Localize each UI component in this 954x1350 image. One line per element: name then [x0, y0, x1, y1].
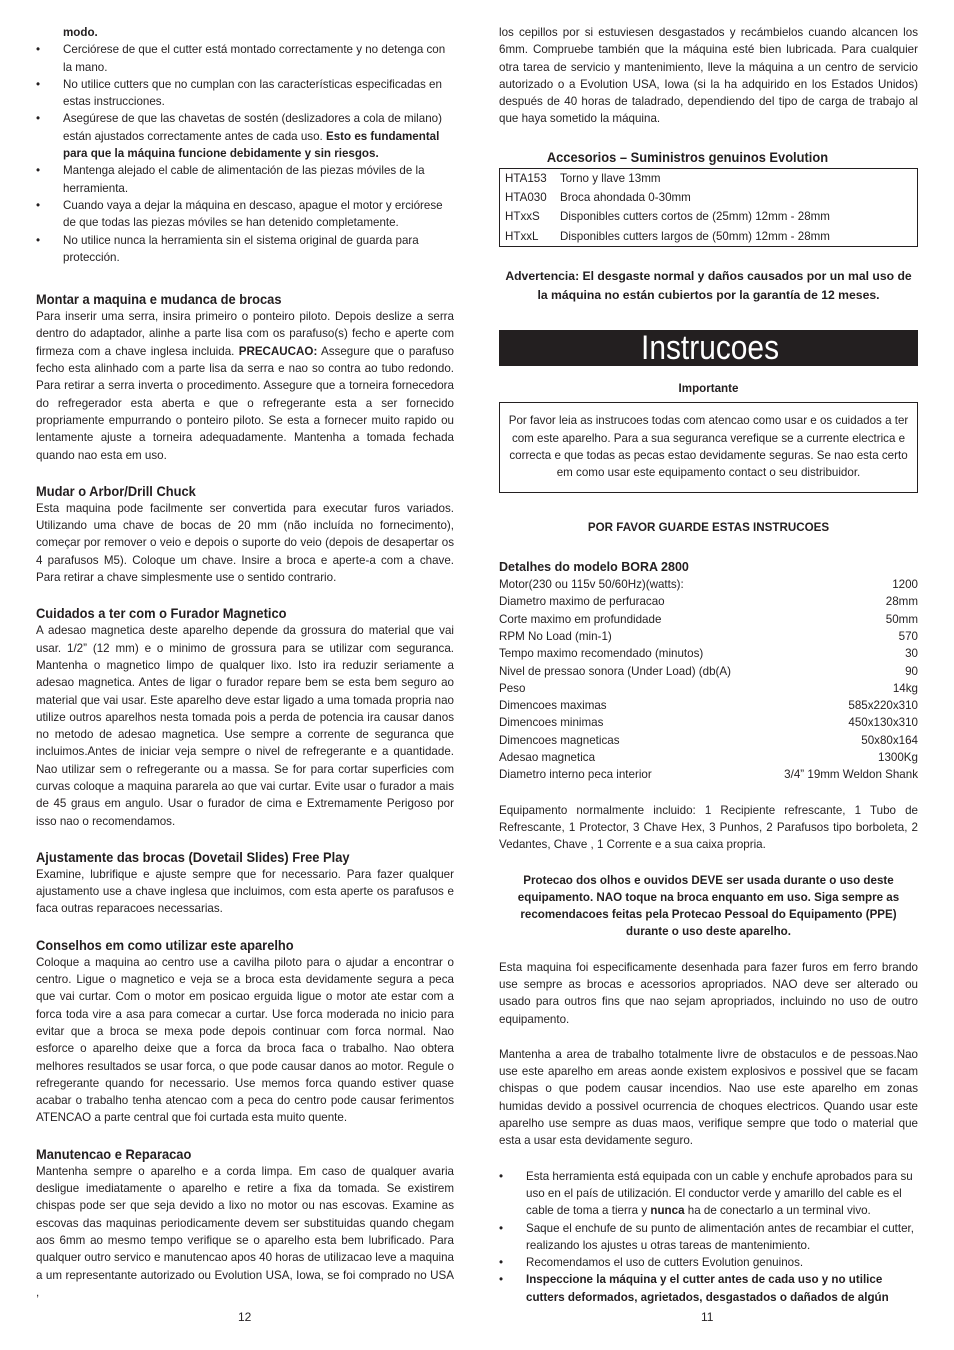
bullet-text: Cuando vaya a dejar la máquina en descaso, apague el motor y erciórese de que todas las piezas móviles se han detenido completamente.: [63, 198, 443, 230]
section-heading: Conselhos em como utilizar este aparelho: [36, 936, 294, 953]
safety-bullet-list: [499, 1168, 918, 1306]
section-body: Esta maquina pode facilmente ser convertida para executar furos variados. Utilizando uma chave de bocas de 20 mm (não incluída no fornecimento), começar por remover o veio e depois o suporte do veio (depois de desapertar os 4 parafusos M5). Coloque um chave. Insire a broca e aperte-a com a chave. Para retirar a chave simplesmente use o sentido contrario.: [36, 501, 454, 585]
spec-row: Adesao magnetica 1300Kg: [499, 751, 918, 765]
bullet-text: Cerciórese de que el cutter está montado correctamente y no detenga con la mano.: [63, 43, 446, 74]
spec-row: Diametro interno peca interior 3/4” 19mm Weldon Shank: [499, 768, 918, 782]
important-label: Importante: [678, 381, 739, 395]
accessory-description: Broca ahondada 0-30mm: [560, 191, 691, 205]
section-heading: Cuidados a ter com o Furador Magnetico: [36, 605, 287, 622]
equipment-included: Equipamento normalmente incluido: 1 Recipiente refrescante, 1 Tubo de Refrescante, 1 Protector, 3 Chave Hex, 3 Punhos, 2 Parafusos tipo borboleta, 2 Vedantes, Chave , 1 Corrente e a sua caixa propria.: [499, 803, 918, 852]
list-item: [36, 232, 454, 267]
spec-row: Corte maximo em profundidade 50mm: [499, 612, 918, 626]
page-number-right: 11: [701, 1310, 714, 1324]
list-item: [36, 41, 454, 76]
accessory-description: Torno y llave 13mm: [560, 171, 661, 185]
bullet-text: No utilice cutters que no cumplan con las características especificadas en estas instrucciones.: [63, 77, 442, 109]
important-notice-text: Por favor leia as instrucoes todas com atencao como usar e os cuidados a ter com este aparelho. Para a sua seguranca verefique se a currente electrica e correcta e que todas as pecas estao devidamente seguras. Se nao esta certo em como usar este equipamento contact o seu distribuidor.: [508, 414, 909, 480]
section-body: Examine, lubrifique e ajuste sempre que for necessario. Para fazer qualquer ajustamento use a chave inglesa que incluimos, com esta aperte os parafusos e faca outras reparacoes necessarias.: [36, 867, 454, 916]
design-paragraph: Esta maquina foi especificamente desenhada para fazer furos em ferro brando use sempre as brocas e acessorios apropriados. NAO deve ser alterado ou usado para outros fins que nao sejam apropriados, incluindo no uso de outro equipamento.: [499, 960, 918, 1026]
spec-row: Dimencoes magneticas 50x80x164: [499, 733, 918, 747]
list-item: [36, 197, 454, 232]
spec-row: Peso 14kg: [499, 681, 918, 695]
work-area-paragraph: Mantenha a area de trabalho totalmente livre de obstaculos e de pessoas.Nao use este aparelho em areas aonde existem explosivos e possivel que se facam chispas o que podem causar incendios. Nao use este aparelho em zonas humidas devido a possivel ocurrencia de choques electricos. Quando usar este aparelho use sempre as duas maos, verifique sempre que todo o material que esta a usar esta devidamente seguro.: [499, 1047, 918, 1148]
table-row: [500, 168, 918, 188]
spec-list: [499, 576, 918, 784]
spec-row: Tempo maximo recomendado (minutos) 30: [499, 647, 918, 661]
section-body: Para inserir uma serra, insira primeiro o ponteiro piloto. Depois deslize a serra dentro do adaptador, alinhe a parte lisa com os parafuso(s) fecho e aperte com firmeza com a chave inglesa incluida. PRECAUCAO: Assegure que o parafuso fecho esta alinhado com a parte lisa da serra e nao so contra ao tubo redondo. Para retirar a serra inverta o procedimento. Assegure que a torneira fornecedora do refregerador esta aberta e que o refregerante esta a ser fornecido propriamente empurrando o ponteiro piloto. Se esta a fornecer muito rapido ou lentamente ajuste a torneira adequadamente. Mantenha a tomada fechada quando nao esta em uso.: [36, 310, 454, 462]
instructions-banner: [499, 330, 918, 366]
accessories-table: [499, 168, 918, 247]
accessory-code: HTA153: [505, 171, 547, 185]
important-notice-box: [499, 402, 918, 493]
list-item: • Saque el enchufe de su punto de alimentación antes de recambiar el cutter, realizando los ajustes u otras tareas de mantenimiento.: [499, 1220, 918, 1255]
bullet-text: Asegúrese de que las chavetas de sostén (deslizadores a cola de milano) están ajustados correctamente antes de cada uso.: [63, 112, 442, 143]
intro-bullet-list: [36, 41, 454, 266]
list-item: [36, 110, 454, 162]
accessory-description: Disponibles cutters largos de (50mm) 12mm - 28mm: [560, 229, 830, 243]
section-heading: Mudar o Arbor/Drill Chuck: [36, 482, 196, 499]
bullet-text: No utilice nunca la herramienta sin el sistema original de guarda para protección.: [63, 233, 419, 264]
left-column: [36, 24, 454, 1301]
warranty-warning: Advertencia: El desgaste normal y daños causados por un mal uso de la máquina no están cubiertos por la garantía de 12 meses.: [505, 268, 912, 302]
list-item: • Inspeccione la máquina y el cutter antes de cada uso y no utilice cutters deformados, agrietados, desgastados o dañados de algún: [499, 1271, 918, 1306]
accessory-code: HTA030: [505, 191, 547, 205]
section-body: Coloque a maquina ao centro use a cavilha piloto para o ajudar a encontrar o centro. Ligue o magnetico e veja se a broca esta devidamente segura a peca que vai curtar. Com o motor em posicao erguida ligue o motor ate estar com a forca toda vire a asa para comecar a curtar. Use forca moderada no inicio para evitar que a broca se mexa pode depois continuar com forca normal. Nao esforce o aparelho deixe que a forca da broca faca o trabalho. Nao obtera melhores resultados se usar forca, o que pode causar danos ao motor. Regule o refregerante quando for necessario. Use memos forca quando estiver quase acabar o trabalho tenha atencao com a peca do centro pode causar ferimentos ATENCAO a parte central que foi curtada esta muito quente.: [36, 955, 454, 1125]
accessory-description: Disponibles cutters cortos de (25mm) 12mm - 28mm: [560, 210, 830, 224]
ppe-warning: Protecao dos olhos e ouvidos DEVE ser usada durante o uso deste equipamento. NAO toque na broca enquanto em uso. Siga sempre as recomendacoes feitas pela Protecao Pessoal do Equipamento (PPE) durante o uso deste aparelho.: [517, 873, 900, 939]
list-item: [36, 162, 454, 197]
table-row: [500, 207, 918, 226]
section-heading: Ajustamente das brocas (Dovetail Slides) Free Play: [36, 848, 350, 865]
section-heading: Montar a maquina e mudanca de brocas: [36, 291, 282, 308]
table-row: [500, 227, 918, 247]
list-item: • Recomendamos el uso de cutters Evolution genuinos.: [499, 1254, 918, 1271]
section-body: Mantenha sempre o aparelho e a corda limpa. Em caso de qualquer avaria desligue imediatamente o aparelho e retire a fixa da tomada. Se existirem chispas pode ser que seja devido a lixo no motor ou nas escovas. Examine as escovas das maquinas periodicamente devem ser substituidas quando chegam aos 6mm ao mesmo tempo verifique se o aparelho esta bem lubrificado. Para qualquer outro servico e manutencao apos 40 horas de utilizacao leve a maquina a um representante autorizado ou Evolution USA, Iowa, se foi comprado no USA ,: [36, 1164, 454, 1299]
spec-row: Dimencoes maximas 585x220x310: [499, 699, 918, 713]
spec-row: Dimencoes minimas 450x130x310: [499, 716, 918, 730]
accessories-heading: Accesorios – Suministros genuinos Evolution: [546, 148, 829, 165]
spec-row: Nivel de pressao sonora (Under Load) (db(A) 90: [499, 664, 918, 678]
intro-word: modo.: [63, 26, 98, 39]
right-column: [499, 24, 918, 1306]
page-number-left: 12: [238, 1310, 252, 1324]
section-heading: Manutencao e Reparacao: [36, 1145, 192, 1162]
section-body: A adesao magnetica deste aparelho depende da grossura do material que vai usar. 1/2” (12 mm) e o minimo de grossura para se utilizar com seguranca. Mantenha o magnetico limpo de qualquer lixo. Isto ira reduzir seriamente a adesao magnetica. Antes de ligar o furador repare bem se esta bem seguro ao material que vai usar. Este aparelho deve estar ligado a uma tomada propria nao utilize outros aparelhos nesta tomada pois a perda de potencia ira causar danos no metodo de adesao magnetica. Use sempre a corrente de seguranca que incluimos.Antes de iniciar veja sempre o nivel de refregerante e a quantidade. Nao utilizar sem o refregerante ou a massa. Se for para cortar superficies com curvas coloque a maquina pararela ao que vai curtar. Evite usar o furador a mais de 45 graus em angulo. Usar o furador de cima e Extremamente Perigoso por isso nao o recomendamos.: [36, 624, 454, 828]
intro-paragraph: los cepillos por si estuviesen desgastados y recámbielos cuando alcancen los 6mm. Compruebe también que la máquina esté bien lubricada. Para cualquier otra tarea de servicio y mantenimiento, lleve la máquina a un centro de servicio autorizado o a Evolution USA, Iowa (si la ha adquirido en los Estados Unidos) después de 40 horas de taladrado, dependiendo del tipo de carga de trabajo al que haya sometido la máquina.: [499, 26, 918, 126]
model-heading: Detalhes do modelo BORA 2800: [499, 559, 689, 574]
list-item: [36, 76, 454, 111]
spec-row: Diametro maximo de perfuracao 28mm: [499, 595, 918, 609]
list-item: • Esta herramienta está equipada con un cable y enchufe aprobados para su uso en el país de utilización. El conductor verde y amarillo del cable es el cable de toma a tierra y nunca ha de conectarlo a un terminal vivo.: [499, 1168, 918, 1220]
spec-row: Motor(230 ou 115v 50/60Hz)(watts): 1200: [499, 578, 918, 592]
accessory-code: HTxxL: [505, 229, 539, 243]
banner-title: Instrucoes: [641, 328, 780, 367]
spec-row: RPM No Load (min-1) 570: [499, 629, 918, 643]
accessory-code: HTxxS: [505, 210, 540, 224]
bullet-bold-text: Esto es fundamental para que la máquina funcione debidamente y sin riesgos.: [63, 129, 440, 161]
table-row: [500, 188, 918, 207]
keep-instructions-notice: POR FAVOR GUARDE ESTAS INSTRUCOES: [587, 521, 830, 535]
bullet-text: Mantenga alejado el cable de alimentación de las piezas móviles de la herramienta.: [63, 164, 425, 195]
